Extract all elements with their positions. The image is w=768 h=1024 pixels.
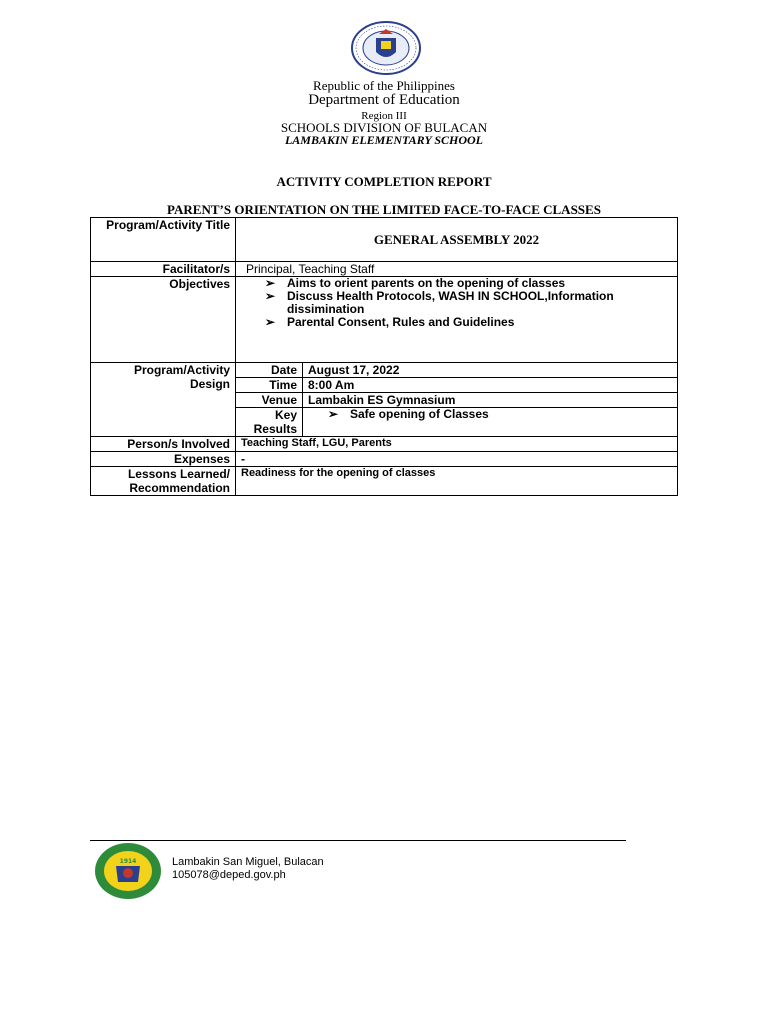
school-logo: [94, 842, 162, 900]
date-label: Date: [236, 363, 303, 378]
report-subtitle: PARENT’S ORIENTATION ON THE LIMITED FACE-TO-FACE CLASSES: [167, 202, 601, 217]
time-label: Time: [236, 378, 303, 393]
logo-year-text: 1914: [119, 858, 137, 865]
lessons-label: Lessons Learned/ Recommendation: [91, 467, 236, 496]
design-subtable: [236, 363, 677, 436]
activity-report-table: [90, 217, 678, 496]
key-results-list: [308, 408, 672, 421]
school-name: LAMBAKIN ELEMENTARY SCHOOL: [284, 133, 484, 147]
division-line: SCHOOLS DIVISION OF BULACAN: [280, 120, 488, 135]
arrow-bullet-icon: ➢: [265, 289, 276, 303]
objective-item: ➢ Aims to orient parents on the opening of classes: [265, 276, 566, 290]
design-label: Program/Activity Design: [91, 363, 236, 437]
arrow-bullet-icon: ➢: [265, 276, 276, 290]
facilitator-label: Facilitator/s: [91, 262, 236, 277]
key-results-label: Key Results: [236, 408, 303, 437]
persons-value: Teaching Staff, LGU, Parents: [236, 437, 678, 452]
footer-email: 105078@deped.gov.ph: [172, 869, 286, 881]
venue-label: Venue: [236, 393, 303, 408]
persons-label: Person/s Involved: [91, 437, 236, 452]
deped-seal-logo: [350, 20, 422, 76]
objective-item: ➢ Discuss Health Protocols, WASH IN SCHOOL,Information dissimination: [265, 289, 614, 316]
venue-value: Lambakin ES Gymnasium: [303, 393, 678, 408]
region-line: Region III: [361, 110, 407, 122]
footer-divider: [90, 840, 626, 841]
time-value: 8:00 Am: [303, 378, 678, 393]
title-label: Program/Activity Title: [91, 218, 236, 262]
key-result-item: ➢ Safe opening of Classes: [328, 407, 489, 421]
arrow-bullet-icon: ➢: [328, 407, 339, 421]
facilitator-value: Principal, Teaching Staff: [236, 262, 678, 277]
report-title: ACTIVITY COMPLETION REPORT: [276, 174, 492, 189]
expenses-value: -: [236, 452, 678, 467]
department-line: Department of Education: [308, 92, 460, 108]
footer-address: Lambakin San Miguel, Bulacan: [172, 856, 324, 868]
arrow-bullet-icon: ➢: [265, 315, 276, 329]
expenses-label: Expenses: [91, 452, 236, 467]
date-value: August 17, 2022: [303, 363, 678, 378]
lessons-value: Readiness for the opening of classes: [236, 467, 678, 496]
objective-item: ➢ Parental Consent, Rules and Guidelines: [265, 315, 515, 329]
republic-line: Republic of the Philippines: [313, 78, 455, 93]
objectives-label: Objectives: [91, 277, 236, 363]
title-value: GENERAL ASSEMBLY 2022: [373, 231, 540, 247]
objectives-list: [241, 277, 672, 329]
